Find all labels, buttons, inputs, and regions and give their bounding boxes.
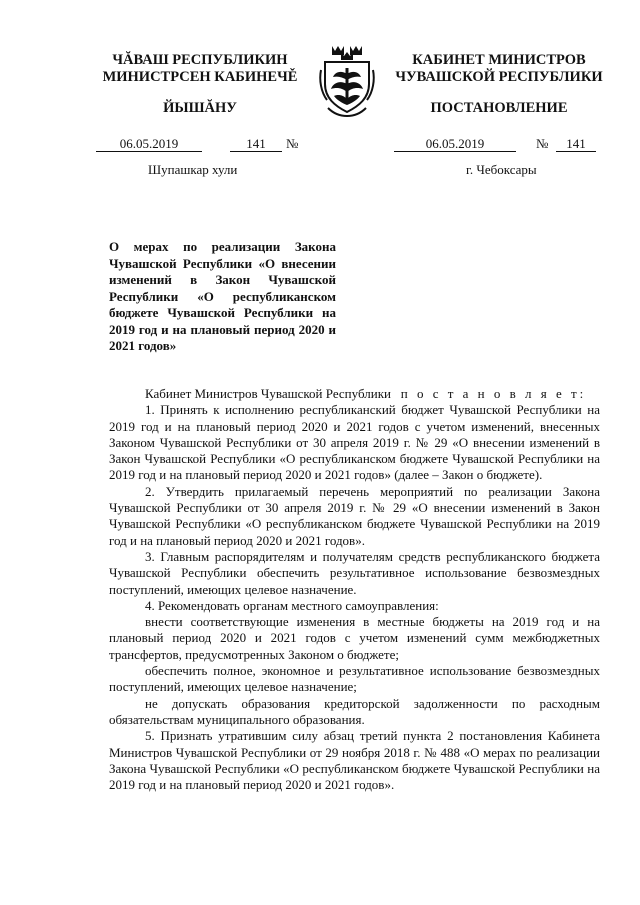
intro-text: Кабинет Министров Чувашской Республики [145,386,391,401]
paragraph-4-item-3: не допускать образования кредиторской задолженности по расходным обязательствам муниципального образования. [109,695,600,727]
left-document-type: ЙЫШĂНУ [163,100,237,116]
document-subject: О мерах по реализации Закона Чувашской Республики «О внесении изменений в Закон Чувашской Республики «О республиканском бюджете Чувашской Республики на 2019 год и на плановый период 2020 и 2021 годов» [109,239,336,353]
right-date: 06.05.2019 [394,136,516,152]
left-date-number-line [96,136,316,152]
paragraph-4-item-2: обеспечить полное, экономное и результативное использование безвозмездных поступлений, имеющих целевое назначение; [109,663,600,695]
right-org-line-2: ЧУВАШСКОЙ РЕСПУБЛИКИ [395,69,603,85]
paragraph-4-item-1: внести соответствующие изменения в местные бюджеты на 2019 год и на плановый период 2020 и 2021 годов с учетом изменений сумм межбюджетных трансфертов, предусмотренных Законом о бюджете; [109,614,600,662]
right-number-sign: № [536,136,549,151]
right-document-type: ПОСТАНОВЛЕНИЕ [430,100,568,116]
place-right: г. Чебоксары [466,162,537,177]
paragraph-3: 3. Главным распорядителям и получателям средств республиканского бюджета Чувашской Республики обеспечить результативное использование безвозмездных поступлений, имеющих целевое назначение. [109,548,600,597]
left-date: 06.05.2019 [96,136,202,152]
paragraph-2: 2. Утвердить прилагаемый перечень мероприятий по реализации Закона Чувашской Республики от 30 апреля 2019 г. № 29 «О внесении изменений в Закон Чувашской Республики «О республиканском бюджете Чувашской Республики на 2019 год и на плановый период 2020 и 2021 годов». [109,483,600,548]
left-number: 141 [230,136,282,152]
intro-verb: п о с т а н о в л я е т: [400,386,587,401]
document-body [109,386,600,793]
left-org-line-1: ЧĂВАШ РЕСПУБЛИКИН [112,52,288,68]
right-number: 141 [556,136,596,152]
right-org-line-1: КАБИНЕТ МИНИСТРОВ [412,52,586,68]
paragraph-1: 1. Принять к исполнению республиканский бюджет Чувашской Республики на 2019 год и на плановый период 2020 и 2021 годов с учетом изменений, внесенных Законом Чувашской Республики от 30 апреля 2019 г. № 29 «О внесении изменений в Закон Чувашской Республики «О республиканском бюджете Чувашской Республики на 2019 год и на плановый период 2020 и 2021 годов» (далее – Закон о бюджете). [109,402,600,483]
right-date-number-line [394,136,604,152]
left-number-sign: № [286,136,299,151]
right-organization-name [372,52,626,86]
place-left: Шупашкар хули [148,162,238,177]
paragraph-4: 4. Рекомендовать органам местного самоуправления: [145,597,439,613]
left-org-line-2: МИНИСТРСЕН КАБИНЕЧĚ [102,69,298,85]
paragraph-5: 5. Признать утратившим силу абзац третий пункта 2 постановления Кабинета Министров Чувашской Республики от 29 ноября 2018 г. № 488 «О мерах по реализации Закона Чувашской Республики «О республиканском бюджете Чувашской Республики на 2019 год и на плановый период 2020 и 2021 годов». [109,728,600,793]
chuvash-coat-of-arms-icon [318,44,376,118]
intro-paragraph [109,386,600,402]
left-organization-name [88,52,312,86]
